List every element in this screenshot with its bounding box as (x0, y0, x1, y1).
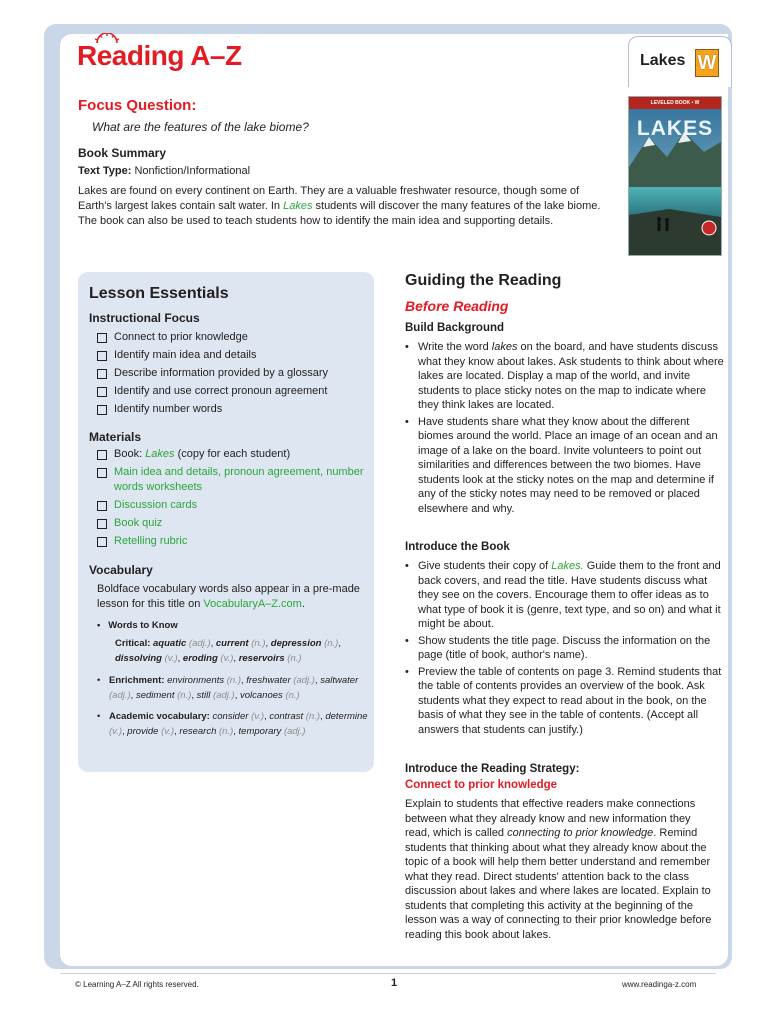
list-item: • Have students share what they know about the different biomes around the world. Place an image of an ocean and an image of a lake on the board. Invite volunteers to point out similarities and differences between the two biomes. Have students look at the sticky notes on the map and determine if any of the sticky notes may need to be removed or placed elsewhere and why. (405, 415, 718, 515)
copyright: © Learning A–Z All rights reserved. (75, 980, 199, 989)
discussion-cards-link[interactable]: Discussion cards (114, 499, 198, 511)
list-item: Identify main idea and details (97, 348, 369, 363)
guiding-reading-title: Guiding the Reading (405, 272, 562, 289)
book-summary-text: Lakes are found on every continent on Earth. They are a valuable freshwater resource, though some of Earth's largest lakes contain salt water. In Lakes students will discover the many features of the lake biome. The book can also be used to teach students how to identify the main idea and supporting details. (78, 185, 601, 227)
list-item: • Academic vocabulary: consider (v.), contrast (n.), determine (v.), provide (v.), research (n.), temporary (adj.) (97, 711, 368, 737)
words-to-know-heading: • Words to Know (97, 620, 178, 631)
cover-level-tag: LEVELED BOOK • W (650, 100, 700, 106)
reading-strategy-text: Explain to students that effective readers make connections between what they already know and new information they read, which is called connecting to prior knowledge. Remind students that thinking about what they already know about the topic of a book will help them better understand and remember what they read. Direct students' attention back to the class discussion about lakes and where lakes are located. Explain to students that completing this activity at the beginning of the lesson was a way of connecting to their prior knowledge before reading this book about lakes. (405, 798, 712, 941)
list-item: Identify number words (97, 402, 369, 417)
academic-words (97, 709, 371, 739)
checkbox-icon (97, 537, 107, 547)
website-link[interactable]: www.readinga-z.com (622, 980, 697, 989)
introduce-book-heading: Introduce the Book (405, 541, 510, 553)
book-link[interactable]: Lakes. (551, 560, 584, 572)
worksheets-link[interactable]: Main idea and details, pronoun agreement, number words worksheets (114, 466, 364, 493)
text-type: Text Type: Nonfiction/Informational (78, 165, 251, 177)
vocabulary-az-link[interactable]: VocabularyA–Z.com (203, 598, 302, 610)
instructional-focus-list (97, 330, 369, 420)
footer-divider (60, 973, 716, 974)
retelling-rubric-link[interactable]: Retelling rubric (114, 535, 188, 547)
book-link[interactable]: Lakes (283, 200, 313, 212)
checkbox-icon (97, 369, 107, 379)
list-item: • Give students their copy of Lakes. Guide them to the front and back covers, and read the title. Have students discuss what they see on the covers. Encourage them to offer ideas as to what type of book it is (genre, text type, and so on) and what it might be about. (405, 560, 721, 630)
list-item: • Show students the title page. Discuss the information on the page (title of book, author's name). (405, 634, 711, 661)
checkbox-icon (97, 501, 107, 511)
book-title-label: Lakes (640, 52, 686, 69)
list-item: Describe information provided by a glossary (97, 366, 369, 381)
brand-logo: Reading A–Z (77, 40, 242, 71)
checkbox-icon (97, 387, 107, 397)
instructional-focus-heading: Instructional Focus (89, 311, 200, 325)
before-reading-heading: Before Reading (405, 298, 509, 314)
build-background-list (405, 340, 724, 518)
checkbox-icon (97, 519, 107, 529)
reading-strategy-heading: Introduce the Reading Strategy: (405, 763, 580, 775)
list-item (97, 465, 369, 495)
vocabulary-heading: Vocabulary (89, 563, 153, 577)
reading-strategy-name: Connect to prior knowledge (405, 779, 558, 791)
book-link[interactable]: Lakes (145, 448, 175, 460)
list-item: Connect to prior knowledge (97, 330, 369, 345)
materials-heading: Materials (89, 430, 142, 444)
focus-question: What are the features of the lake biome? (92, 120, 309, 134)
list-item (97, 534, 369, 549)
checkbox-icon (97, 405, 107, 415)
cover-title: LAKES (636, 117, 714, 140)
vocabulary-intro: Boldface vocabulary words also appear in a pre-made lesson for this title on VocabularyA–Z.com. (97, 583, 360, 610)
introduce-book-list (405, 559, 724, 739)
checkbox-icon (97, 351, 107, 361)
checkbox-icon (97, 468, 107, 478)
lesson-essentials-title: Lesson Essentials (89, 285, 229, 302)
list-item (97, 516, 369, 531)
list-item (97, 498, 369, 513)
book-cover-image (628, 96, 722, 256)
list-item: Book: Lakes (copy for each student) (97, 447, 369, 462)
list-item: • Enrichment: environments (n.), freshwater (adj.), saltwater (adj.), sediment (n.), still (adj.), volcanoes (n.) (97, 675, 359, 701)
build-background-heading: Build Background (405, 322, 505, 334)
checkbox-icon (97, 450, 107, 460)
materials-list (97, 447, 369, 552)
book-quiz-link[interactable]: Book quiz (114, 517, 163, 529)
enrichment-words (97, 673, 371, 703)
list-item: • Preview the table of contents on page 3. Remind students that the table of contents provides an overview of the book. Ask students what they expect to read about in the book, on the basis of what they see in the table of contents. (Accept all answers that students can justify.) (405, 665, 722, 736)
page-number: 1 (391, 977, 398, 989)
list-item: • Write the word lakes on the board, and have students discuss what they know about lakes. Ask students to think about where lakes are located. Display a map of the world, and invite students to place sticky notes on the map to indicate where they think lakes are located. (405, 341, 724, 411)
list-item: Identify and use correct pronoun agreement (97, 384, 369, 399)
checkbox-icon (97, 333, 107, 343)
level-badge: W (695, 49, 719, 77)
critical-words: Critical: aquatic (adj.), current (n.), depression (n.), dissolving (v.), eroding (v.), reservoirs (n.) (115, 638, 341, 664)
focus-question-label: Focus Question: (78, 97, 197, 114)
book-summary-heading: Book Summary (78, 146, 167, 160)
